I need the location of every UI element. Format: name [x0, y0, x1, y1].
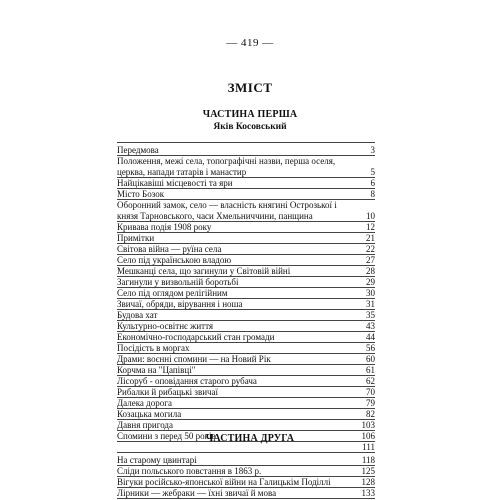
toc-entry: [117, 365, 375, 376]
toc-entry-title: Звичаї, обряди, вірування і ноша: [117, 299, 243, 309]
toc-entry-page: 28: [366, 266, 375, 276]
toc-entry-page: 44: [366, 332, 375, 342]
toc-entry: [117, 233, 375, 244]
part-one-author: Яків Косовський: [213, 122, 287, 132]
toc-entry-title: Козацька могила: [117, 409, 182, 419]
toc-entry: [117, 420, 375, 431]
toc-entry-page: 29: [366, 277, 375, 287]
toc-entry: [117, 189, 375, 200]
toc-entry-page: 133: [361, 488, 375, 498]
toc-entry-title: Кривава подія 1908 року: [117, 222, 212, 232]
toc-entry: [117, 178, 375, 189]
toc-entry: [117, 244, 375, 255]
toc-entry: [117, 277, 375, 288]
toc-entry-page: 103: [361, 420, 375, 430]
toc-entry: [117, 255, 375, 266]
toc-entry-page: 125: [361, 466, 375, 476]
toc-entry: [117, 343, 375, 354]
part-one-title: ЧАСТИНА ПЕРША: [202, 109, 298, 120]
toc-entry: [117, 398, 375, 409]
toc-entry-title: Лісоруб - оповідання старого рубача: [117, 376, 257, 386]
toc-entry-page: 56: [366, 343, 375, 353]
toc-entry-page: 6: [370, 178, 375, 188]
toc-entry-title: Корчма на "Цапівці": [117, 365, 196, 375]
toc-entry-page: 106: [361, 431, 375, 441]
toc-entry-page: 128: [361, 477, 375, 487]
toc-entry-title: Сліди польського повстання в 1863 р.: [117, 466, 262, 476]
toc-entry-title: Економічно-господарський стан громади: [117, 332, 275, 342]
toc-entry-title: Найцікавіші місцевості та яри: [117, 178, 233, 188]
toc-entry-page: 5: [370, 167, 375, 177]
part-one-toc: [117, 145, 375, 453]
toc-entry-title: Світова війна — руїна села: [117, 244, 222, 254]
toc-rule: [117, 498, 375, 499]
toc-entry-page: 70: [366, 387, 375, 397]
toc-entry-page: 21: [366, 233, 375, 243]
toc-entry-page: 31: [366, 299, 375, 309]
toc-entry-title: Положення, межі села, топографічні назви, перша оселя, церква, напади татарів і манастир: [117, 156, 336, 177]
toc-entry-title: Будова хат: [117, 310, 158, 320]
toc-entry-title: Село під оглядом релігійним: [117, 288, 228, 298]
toc-entry: [117, 321, 375, 332]
toc-entry-title: Культурно-освітнє життя: [117, 321, 214, 331]
toc-entry-title: Давня пригода: [117, 420, 174, 430]
toc-entry: [117, 332, 375, 343]
toc-entry-page: 30: [366, 288, 375, 298]
toc-entry-page: 35: [366, 310, 375, 320]
contents-title: ЗМІСТ: [227, 80, 273, 95]
toc-entry-page: 10: [366, 211, 375, 221]
toc-entry-title: Вігуки російсько-японської війни на Галицькім Поділлі: [117, 477, 331, 487]
toc-entry-title: Драми: воєнні спомини — на Новий Рік: [117, 354, 271, 364]
toc-entry-page: 3: [370, 145, 375, 155]
toc-entry: [117, 266, 375, 277]
toc-entry-title: Рибалки й рибацькі звичаї: [117, 387, 219, 397]
toc-entry: [117, 466, 375, 477]
toc-entry-page: 61: [366, 365, 375, 375]
toc-entry-title: Лірники — жебраки — їхні звичаї й мова: [117, 488, 277, 498]
toc-entry-page: 79: [366, 398, 375, 408]
toc-entry-title: Посідість в моргах: [117, 343, 190, 353]
toc-entry: [117, 488, 375, 499]
toc-entry-page: 62: [366, 376, 375, 386]
toc-entry: [117, 376, 375, 387]
part-two-title: ЧАСТИНА ДРУГА: [205, 433, 295, 444]
toc-entry-title: Спомини з перед 50 років: [117, 431, 216, 441]
toc-entry-page: 43: [366, 321, 375, 331]
toc-entry-title: Передмова: [117, 145, 159, 155]
page-number: — 419 —: [226, 37, 274, 49]
toc-entry: [117, 200, 375, 222]
toc-entry-title: На старому цвинтарі: [117, 455, 197, 465]
toc-entry: [117, 455, 375, 466]
toc-entry: [117, 145, 375, 156]
toc-entry: [117, 387, 375, 398]
toc-entry: [117, 310, 375, 321]
toc-entry: [117, 354, 375, 365]
toc-entry-title: Загинули у визвольній боротьбі: [117, 277, 239, 287]
toc-entry-page: 8: [370, 189, 375, 199]
toc-entry-title: Мешканці села, що загинули у Світовій війні: [117, 266, 291, 276]
toc-entry-title: Оборонний замок, село — власність княгині Острозької і князя Тарновського, часи Хмельниччини, панщина: [117, 200, 337, 221]
part-two-toc: [117, 455, 375, 499]
toc-entry: [117, 477, 375, 488]
toc-entry-page: 27: [366, 255, 375, 265]
toc-entry-page: 82: [366, 409, 375, 419]
toc-entry-title: Далека дорога: [117, 398, 172, 408]
toc-entry-page: 118: [361, 455, 375, 465]
toc-entry-title: Примітки: [117, 233, 155, 243]
toc-entry-title: Село під українською владою: [117, 255, 232, 265]
toc-entry: [117, 299, 375, 310]
toc-entry-page: 60: [366, 354, 375, 364]
toc-entry-page: 111: [362, 442, 375, 452]
toc-entry: [117, 409, 375, 420]
toc-entry-page: 22: [366, 244, 375, 254]
toc-entry-title: Місто Бозок: [117, 189, 165, 199]
toc-entry: [117, 222, 375, 233]
toc-entry: [117, 288, 375, 299]
toc-entry: [117, 156, 375, 178]
toc-entry-page: 12: [366, 222, 375, 232]
